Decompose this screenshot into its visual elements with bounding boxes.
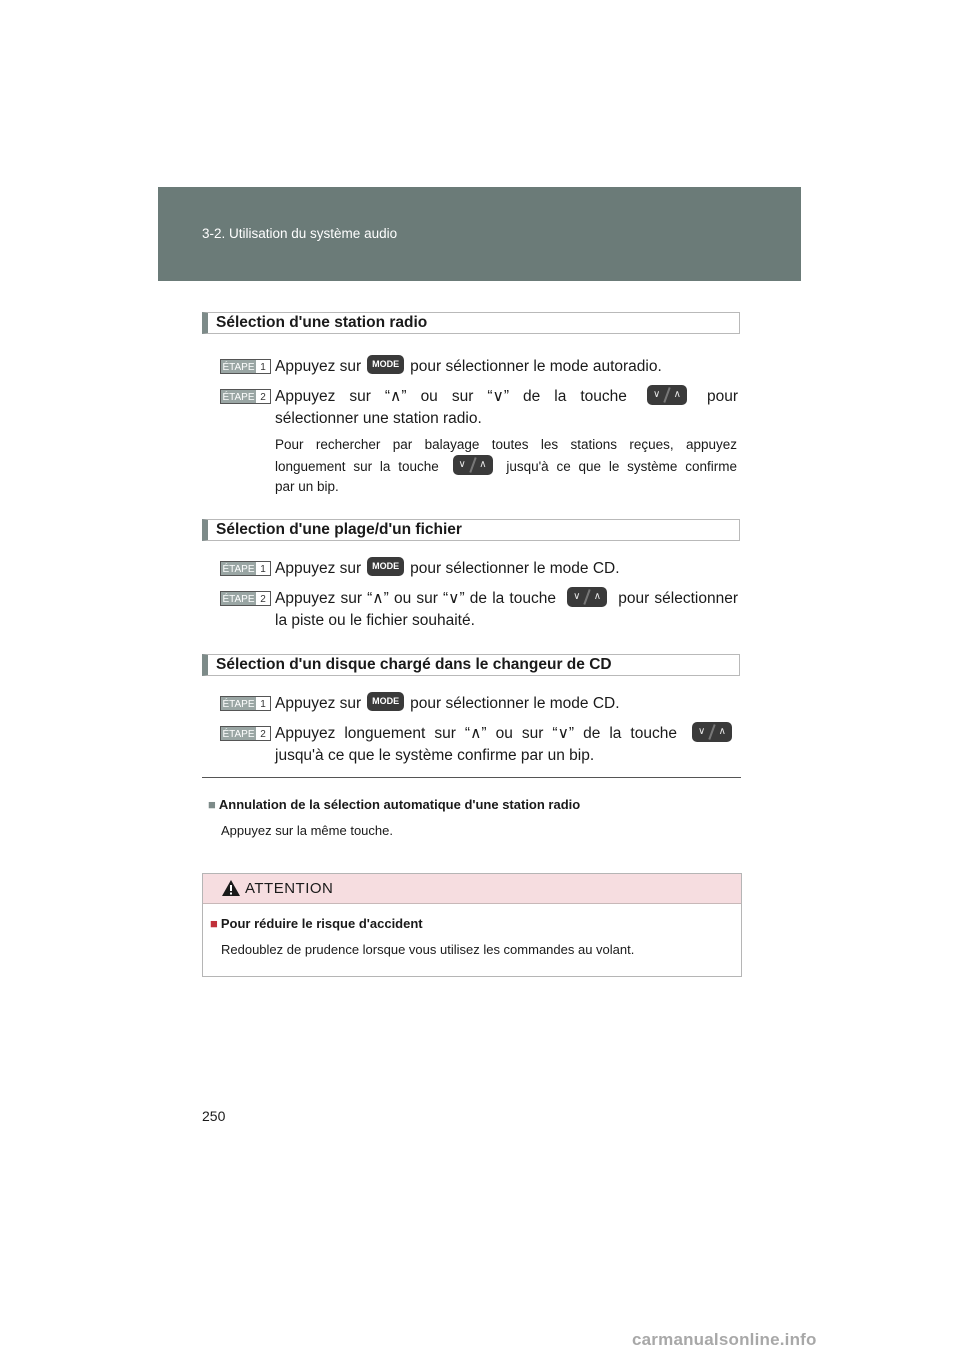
note-scan: Pour rechercher par balayage toutes les stations reçues, appuyez longuement sur la touche ∨ ∧ jusqu'à ce que le système confirme par un bip. (275, 437, 737, 494)
cancel-text: Appuyez sur la même touche. (221, 823, 393, 838)
header-band (158, 187, 801, 281)
seek-rocker-icon: ∨ ∧ (647, 385, 687, 405)
warning-subtitle: ■ Pour réduire le risque d'accident (210, 916, 423, 931)
watermark: carmanualsonline.info (632, 1330, 817, 1349)
seek-rocker-icon: ∨ ∧ (567, 587, 607, 607)
step-disc-2: ÉTAPE 2 Appuyez longuement sur “∧” ou sur “∨” de la touche ∨ ∧ jusqu'à ce que le système confirme par un bip. (220, 723, 738, 767)
section-heading-disc: Sélection d'un disque chargé dans le changeur de CD (202, 654, 740, 676)
step-track-1: ÉTAPE 1 Appuyez sur MODE pour sélectionner le mode CD. (220, 558, 738, 580)
page-number: 250 (202, 1108, 226, 1124)
warning-header (203, 874, 741, 904)
step-badge: ÉTAPE 1 (220, 561, 271, 576)
mode-button-icon: MODE (367, 557, 404, 576)
step-disc-1: ÉTAPE 1 Appuyez sur MODE pour sélectionner le mode CD. (220, 693, 738, 715)
warning-text: Redoublez de prudence lorsque vous utilisez les commandes au volant. (221, 942, 635, 957)
square-bullet-icon: ■ (210, 916, 218, 931)
step-badge: ÉTAPE 2 (220, 591, 271, 606)
step-badge: ÉTAPE 1 (220, 696, 271, 711)
seek-rocker-icon: ∨ ∧ (453, 455, 493, 475)
step-track-2: ÉTAPE 2 Appuyez sur “∧” ou sur “∨” de la touche ∨ ∧ pour sélectionner la piste ou le fichier souhaité. (220, 588, 738, 632)
cancel-heading: ■ Annulation de la sélection automatique d'une station radio (208, 797, 581, 812)
step-badge: ÉTAPE 2 (220, 726, 271, 741)
seek-rocker-icon: ∨ ∧ (692, 722, 732, 742)
step-radio-2: ÉTAPE 2 Appuyez sur “∧” ou sur “∨” de la touche ∨ ∧ pour sélectionner une station radio. (220, 386, 738, 430)
square-bullet-icon: ■ (208, 797, 216, 812)
warning-triangle-icon (221, 879, 241, 897)
step-radio-1: ÉTAPE 1 Appuyez sur MODE pour sélectionner le mode autoradio. (220, 356, 738, 378)
section-heading-radio: Sélection d'une station radio (202, 312, 740, 334)
section-title: 3-2. Utilisation du système audio (202, 226, 398, 241)
step-badge: ÉTAPE 1 (220, 359, 271, 374)
mode-button-icon: MODE (367, 355, 404, 374)
step-badge: ÉTAPE 2 (220, 389, 271, 404)
warning-label: ATTENTION (245, 880, 334, 897)
warning-box (202, 873, 742, 977)
mode-button-icon: MODE (367, 692, 404, 711)
divider (202, 777, 741, 778)
section-heading-track: Sélection d'une plage/d'un fichier (202, 519, 740, 541)
